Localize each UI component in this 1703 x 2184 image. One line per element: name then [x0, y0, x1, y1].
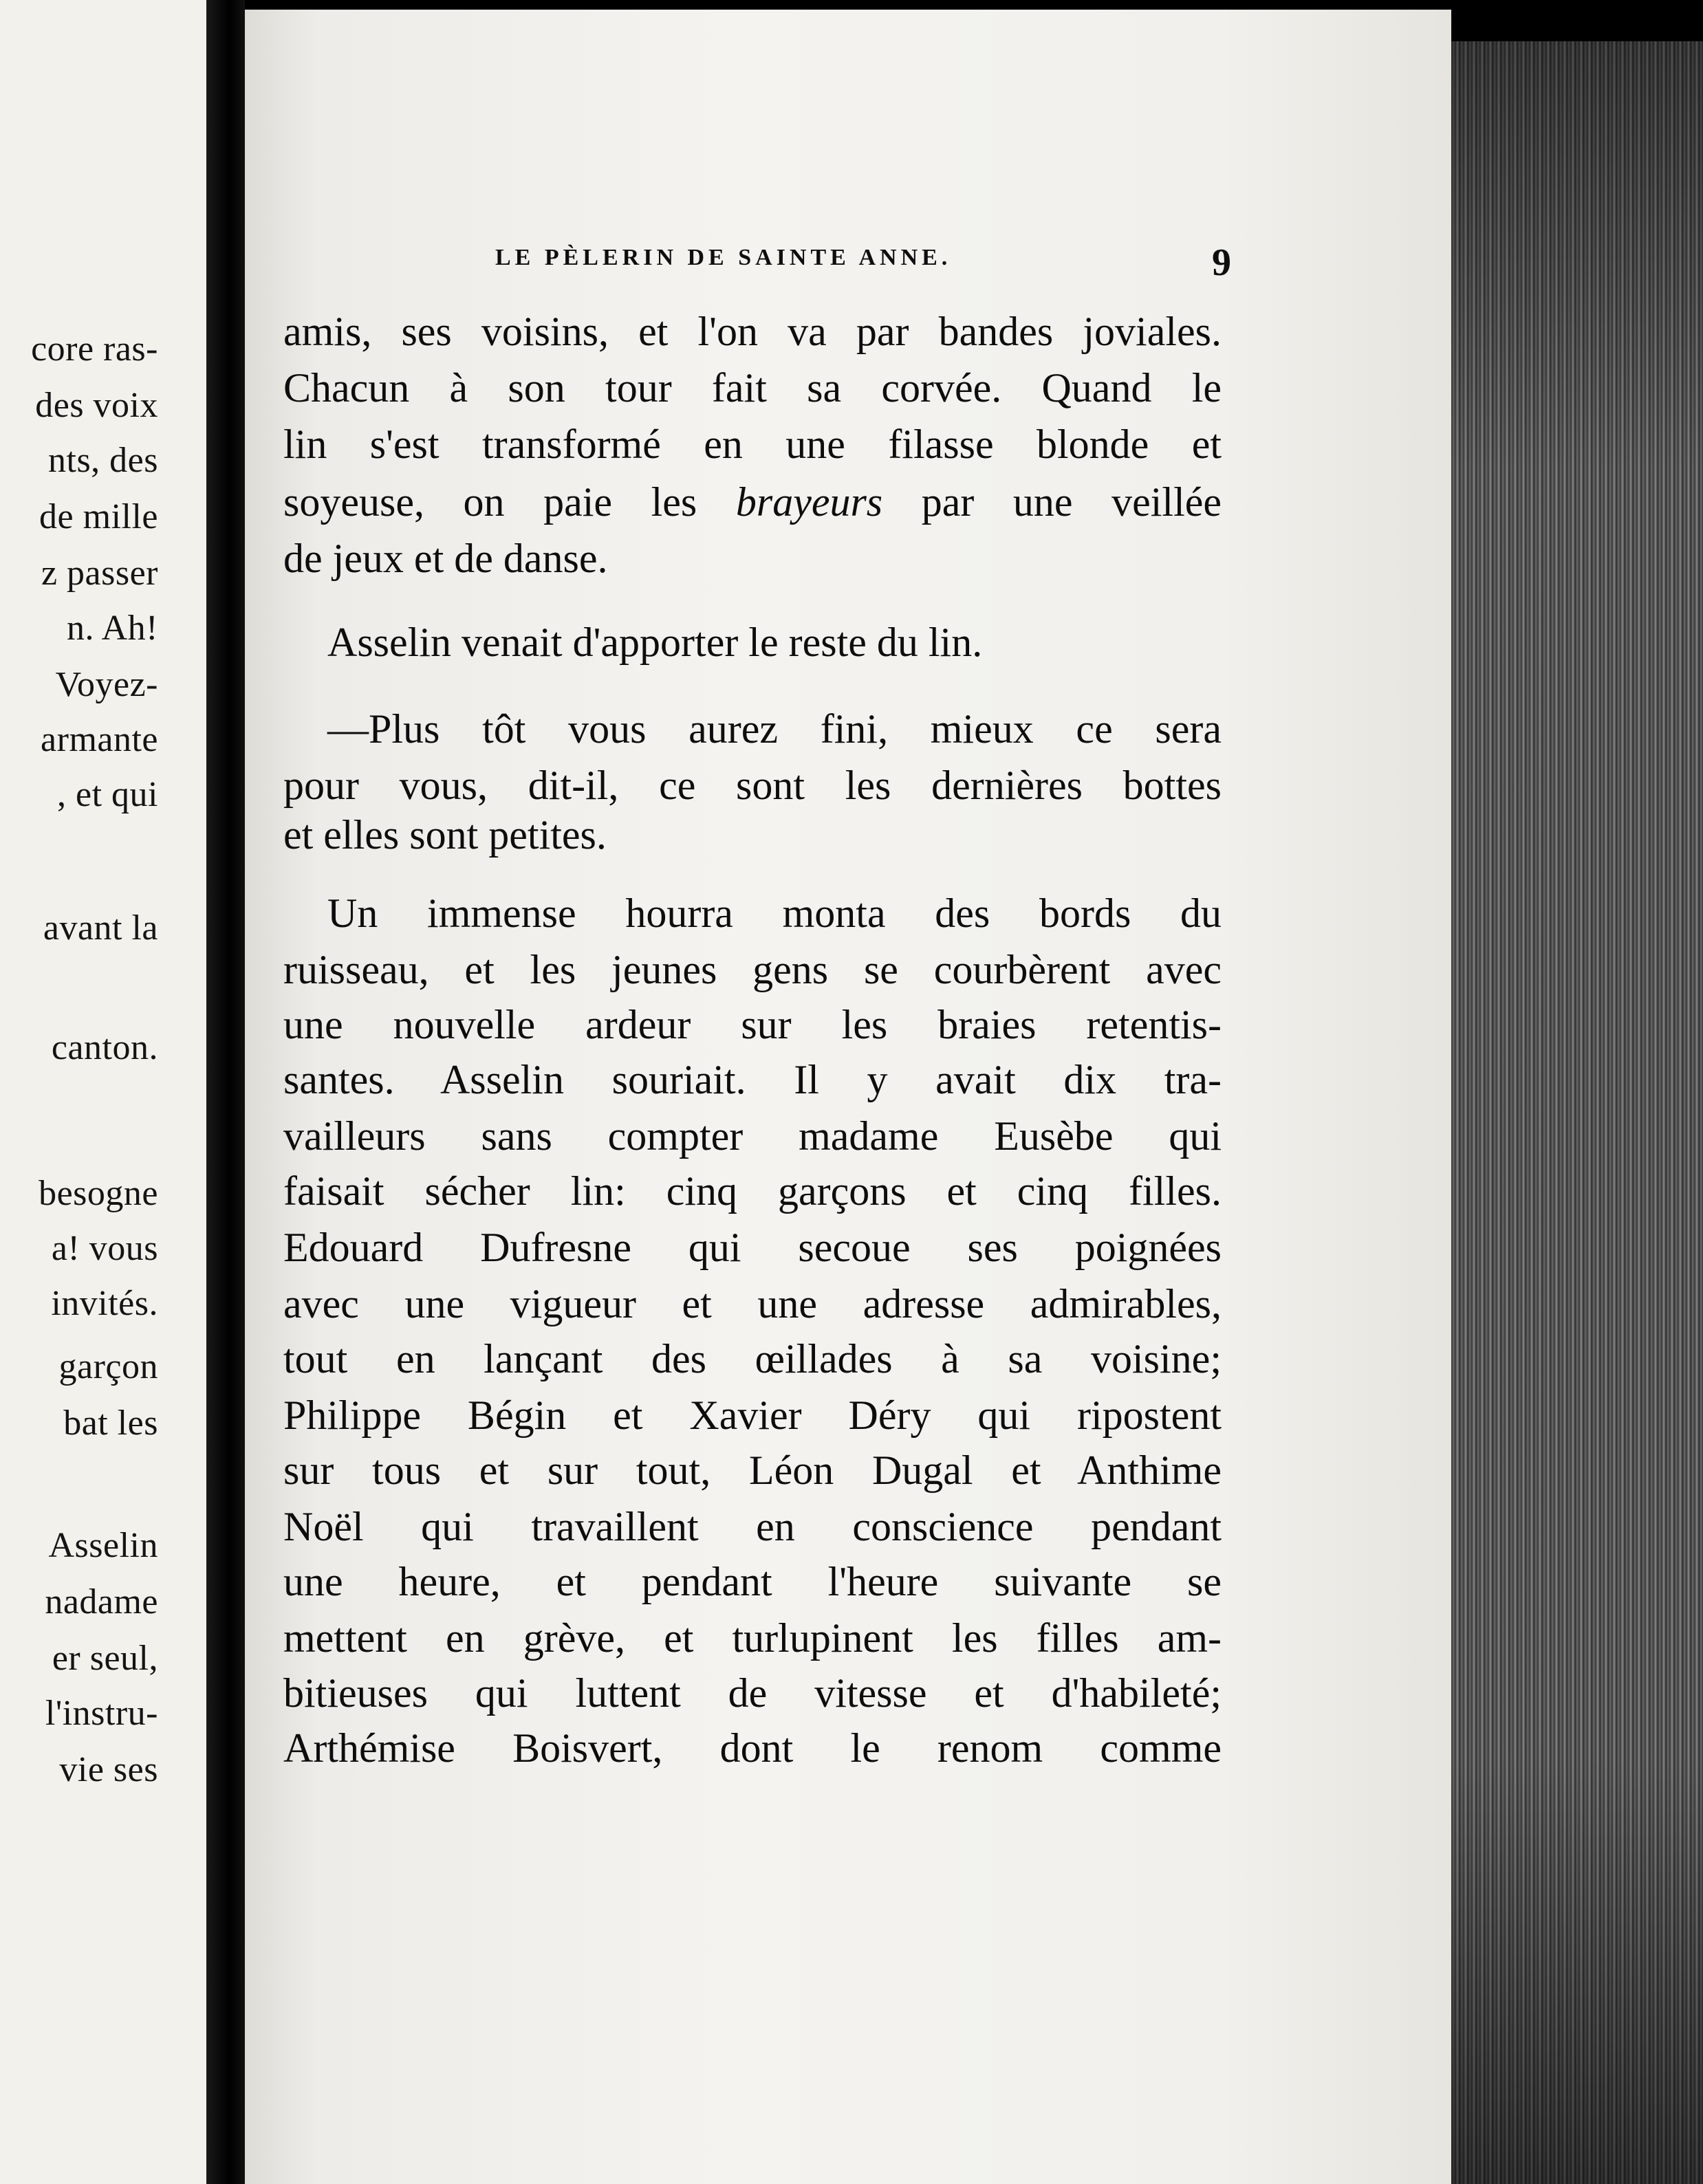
left-page-line: , et qui — [57, 775, 158, 814]
left-page-line: n. Ah! — [67, 609, 158, 648]
text-line: de jeux et de danse. — [283, 536, 608, 581]
left-page-line: vie ses — [59, 1750, 158, 1789]
text-line: amis, ses voisins, et l'on va par bandes joviales. — [283, 309, 1222, 354]
text-line: Edouard Dufresne qui secoue ses poignées — [283, 1225, 1222, 1270]
left-page-line: a! vous — [51, 1229, 158, 1268]
edge-shadow — [1451, 0, 1703, 41]
text-line: Un immense hourra monta des bords du — [327, 891, 1222, 936]
text-line: avec une vigueur et une adresse admirables, — [283, 1281, 1222, 1326]
left-page-line: er seul, — [52, 1639, 158, 1678]
left-page-line: canton. — [51, 1028, 158, 1067]
book-gutter — [206, 0, 245, 2184]
left-page-line: avant la — [43, 908, 158, 948]
text-line: faisait sécher lin: cinq garçons et cinq filles. — [283, 1168, 1222, 1214]
text-line: sur tous et sur tout, Léon Dugal et Anthime — [283, 1448, 1222, 1493]
text-line: —Plus tôt vous aurez fini, mieux ce sera — [327, 706, 1222, 752]
left-page-line: Asselin — [48, 1526, 158, 1565]
left-page-line: armante — [41, 720, 158, 759]
left-page-line: de mille — [39, 497, 158, 536]
text-segment: soyeuse, on paie les — [283, 479, 697, 525]
running-head: LE PÈLERIN DE SAINTE ANNE. — [495, 245, 952, 270]
text-line — [283, 481, 1222, 523]
text-line: une heure, et pendant l'heure suivante se — [283, 1559, 1222, 1604]
italic-term: brayeurs — [735, 479, 883, 525]
text-line: une nouvelle ardeur sur les braies retentis- — [283, 1002, 1222, 1047]
book-page-edges — [1451, 41, 1703, 2184]
left-page-fragment — [0, 0, 206, 2184]
text-line: et elles sont petites. — [283, 812, 607, 858]
text-line: Philippe Bégin et Xavier Déry qui ripostent — [283, 1393, 1222, 1438]
page-number: 9 — [1212, 241, 1231, 284]
text-line: Chacun à son tour fait sa corvée. Quand le — [283, 365, 1222, 411]
text-line: vailleurs sans compter madame Eusèbe qui — [283, 1113, 1222, 1159]
left-page-line: z passer — [41, 554, 158, 593]
text-line: Asselin venait d'apporter le reste du lin. — [327, 620, 983, 665]
left-page-line: core ras- — [31, 329, 158, 369]
left-page-line: l'instru- — [45, 1694, 158, 1733]
text-line: santes. Asselin souriait. Il y avait dix tra- — [283, 1057, 1222, 1102]
text-line: bitieuses qui luttent de vitesse et d'habileté; — [283, 1670, 1222, 1716]
text-line: tout en lançant des œillades à sa voisine; — [283, 1336, 1222, 1382]
text-line: Noël qui travaillent en conscience pendant — [283, 1504, 1222, 1549]
text-line: lin s'est transformé en une filasse blonde et — [283, 422, 1222, 467]
left-page-line: invités. — [51, 1284, 158, 1323]
text-line: mettent en grève, et turlupinent les filles am- — [283, 1615, 1222, 1661]
left-page-line: garçon — [58, 1347, 158, 1386]
left-page-line: besogne — [39, 1174, 158, 1213]
left-page-line: nts, des — [48, 441, 158, 480]
left-page-line: bat les — [63, 1404, 158, 1443]
text-line: pour vous, dit-il, ce sont les dernières bottes — [283, 763, 1222, 808]
text-line: ruisseau, et les jeunes gens se courbèrent avec — [283, 947, 1222, 992]
left-page-line: des voix — [35, 386, 158, 425]
body-text — [283, 0, 1222, 1925]
left-page-line: nadame — [45, 1582, 158, 1621]
left-page-line: Voyez- — [55, 665, 158, 704]
text-line: Arthémise Boisvert, dont le renom comme — [283, 1725, 1222, 1771]
text-segment: par une veillée — [921, 479, 1222, 525]
